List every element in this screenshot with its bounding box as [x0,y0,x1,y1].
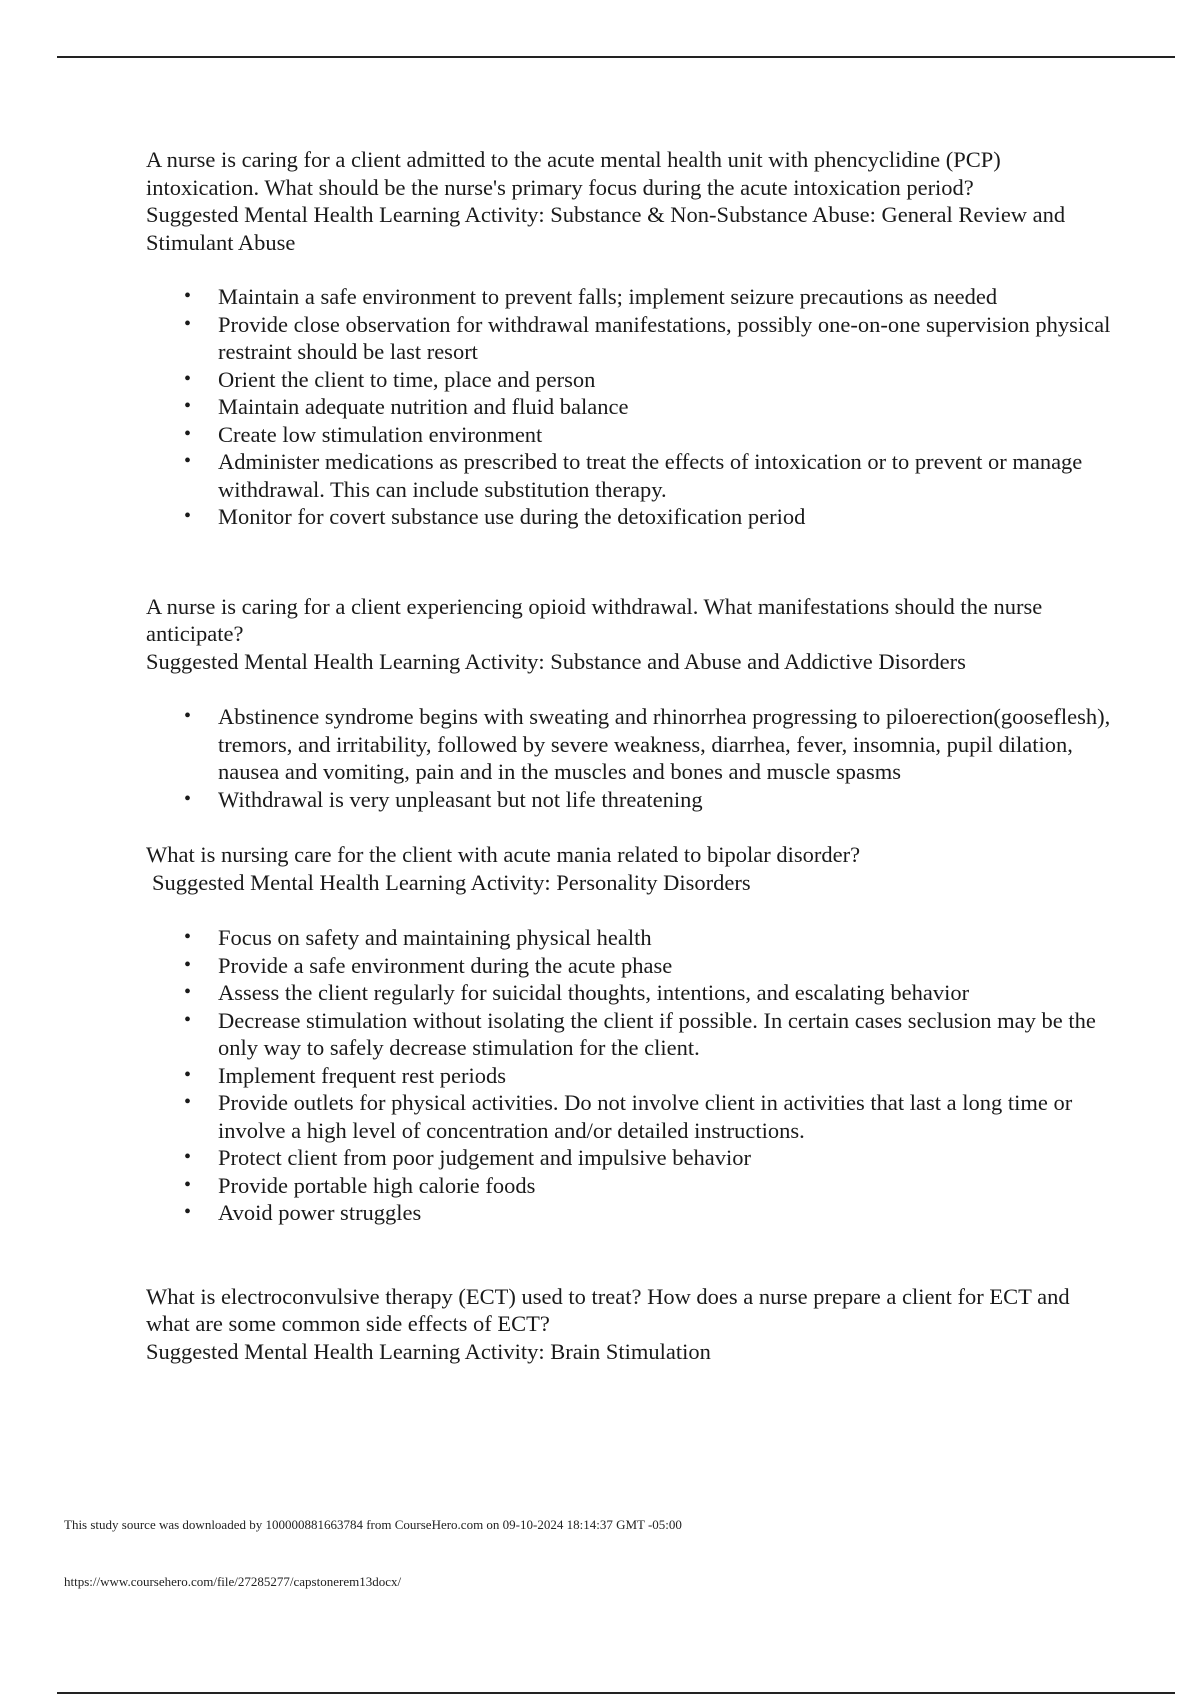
list-item: • Avoid power struggles [184,1200,422,1225]
list-item: • Monitor for covert substance use during the detoxification period [184,504,806,529]
bullet-icon: • [184,926,192,948]
learning-activity: Suggested Mental Health Learning Activity: Substance and Abuse and Addictive Disorders [146,648,966,674]
document-body [146,146,1116,1365]
bullet-icon: • [184,1201,192,1223]
question-section-pcp [146,146,1116,531]
list-item: • Assess the client regularly for suicidal thoughts, intentions, and escalating behavior [184,980,970,1005]
question-text: A nurse is caring for a client admitted to the acute mental health unit with phencyclidine (PCP) intoxication. What should be the nurse's primary focus during the acute intoxication period? [146,147,1001,200]
bullet-icon: • [184,1173,192,1196]
list-item: • Withdrawal is very unpleasant but not life threatening [184,786,703,812]
list-item: • Create low stimulation environment [184,421,543,447]
bullet-icon: • [184,1008,192,1031]
list-item: • Abstinence syndrome begins with sweating and rhinorrhea progressing to piloerection(gooseflesh), tremors, and irritability, followed by severe weakness, diarrhea, fever, insomnia, pupil dilation, nausea and vomiting, pain and in the muscles and bones and muscle spasms [184,704,1111,784]
question-text: A nurse is caring for a client experiencing opioid withdrawal. What manifestations should the nurse anticipate? [146,593,1043,646]
bullet-icon: • [184,505,192,527]
list-item: • Implement frequent rest periods [184,1062,507,1088]
answer-list [146,703,1116,813]
bullet-icon: • [184,422,192,445]
list-item: • Protect client from poor judgement and impulsive behavior [184,1145,751,1170]
question-section-ect [146,1283,1116,1366]
question-section-mania [146,841,1116,1227]
download-notice: This study source was downloaded by 100000881663784 from CourseHero.com on 09-10-2024 18:14:37 GMT -05:00 [64,1517,682,1532]
list-item: • Administer medications as prescribed to treat the effects of intoxication or to prevent or manage withdrawal. This can include substitution therapy. [184,449,1083,502]
answer-list [146,924,1116,1227]
list-item: • Decrease stimulation without isolating the client if possible. In certain cases seclusion may be the only way to safely decrease stimulation for the client. [184,1007,1096,1060]
bullet-icon: • [184,395,192,417]
list-item: • Maintain a safe environment to prevent falls; implement seizure precautions as needed [184,284,998,309]
bullet-icon: • [184,953,192,976]
bottom-rule [57,1692,1175,1694]
source-url: https://www.coursehero.com/file/27285277/capstonerem13docx/ [64,1574,402,1589]
bullet-icon: • [184,1146,192,1168]
learning-activity: Suggested Mental Health Learning Activity: Brain Stimulation [146,1338,711,1364]
bullet-icon: • [184,705,192,727]
list-item: • Provide a safe environment during the acute phase [184,952,673,978]
bullet-icon: • [184,450,192,472]
bullet-icon: • [184,1063,192,1086]
list-item: • Provide outlets for physical activities. Do not involve client in activities that last a long time or involve a high level of concentration and/or detailed instructions. [184,1090,1073,1143]
question-section-opioid [146,593,1116,814]
learning-activity: Suggested Mental Health Learning Activity: Personality Disorders [152,869,751,895]
list-item: • Maintain adequate nutrition and fluid balance [184,394,629,419]
list-item: • Orient the client to time, place and person [184,366,596,392]
bullet-icon: • [184,367,192,390]
list-item: • Provide portable high calorie foods [184,1172,536,1198]
list-item: • Provide close observation for withdrawal manifestations, possibly one-on-one supervision physical restraint should be last resort [184,311,1111,364]
bullet-icon: • [184,981,192,1003]
list-item: • Focus on safety and maintaining physical health [184,925,652,950]
bullet-icon: • [184,1091,192,1113]
bullet-icon: • [184,312,192,335]
top-rule [57,56,1175,58]
learning-activity: Suggested Mental Health Learning Activity: Substance & Non-Substance Abuse: General Review and Stimulant Abuse [146,202,1066,255]
question-text: What is nursing care for the client with acute mania related to bipolar disorder? [146,842,861,867]
bullet-icon: • [184,285,192,307]
answer-list [146,283,1116,531]
bullet-icon: • [184,787,192,810]
question-text: What is electroconvulsive therapy (ECT) used to treat? How does a nurse prepare a client for ECT and what are some common side effects of ECT? [146,1283,1070,1336]
